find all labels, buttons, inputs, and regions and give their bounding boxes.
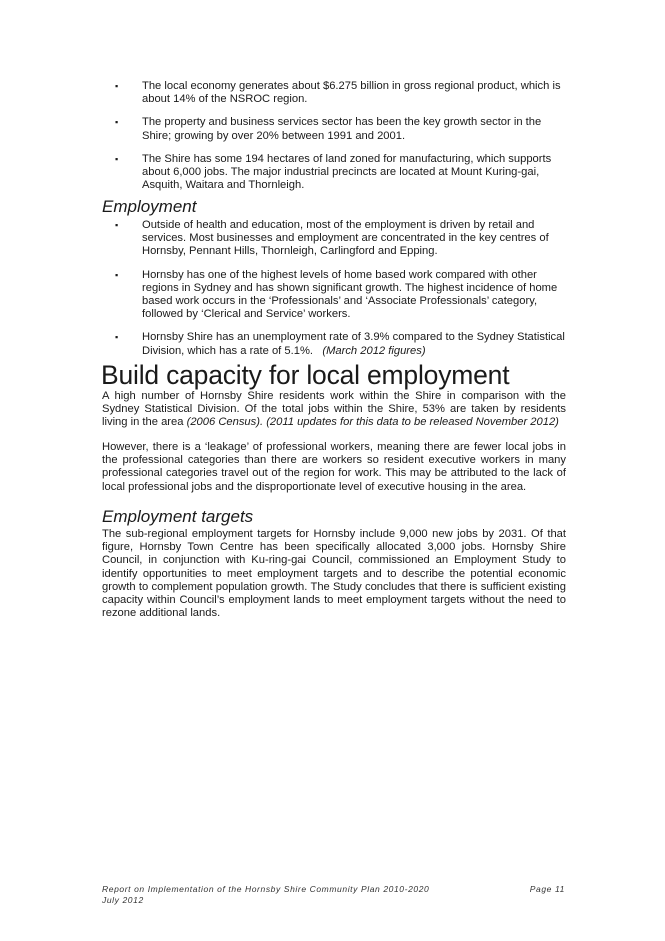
list-item: ▪ The local economy generates about $6.275 billion in gross regional product, which is about 14% of the NSROC region. (115, 80, 561, 106)
list-item (115, 331, 570, 357)
employment-bullet-list (115, 219, 570, 368)
bullet-icon: ▪ (115, 117, 119, 128)
list-item: ▪ The Shire has some 194 hectares of land zoned for manufacturing, which supports about 6,000 jobs. The major industrial precincts are located at Mount Kuring-gai, Asquith, Waitara and Thornleigh. (115, 152, 552, 192)
census-note: (2006 Census). (2011 updates for this data to be released November 2012) (186, 416, 559, 429)
page-number: Page 11 (529, 884, 565, 894)
page-title: Build capacity for local employment (101, 360, 510, 390)
bullet-icon: ▪ (115, 332, 119, 343)
bullet-icon: ▪ (115, 81, 119, 91)
targets-paragraph: The sub-regional employment targets for Hornsby include 9,000 new jobs by 2031. Of that figure, Hornsby Town Centre has been specifically allocated 3,000 jobs. Hornsby Shire Council, in conjunction with Ku-ring-gai Council, commissioned an Employment Study to identify opportunities to meet employment targets and to describe the potential economic growth to complement population growth. The Study concludes that there is sufficient existing capacity within Council’s employment lands to meet employment targets without the need to rezone additional lands. (102, 528, 566, 620)
leakage-paragraph: However, there is a ‘leakage’ of professional workers, meaning there are fewer local jobs in the professional categories than there are workers so resident executive workers in many professional categories travel out of the region for work. This may be attributed to the lack of local professional jobs and the disproportionate level of executive housing in the area. (102, 441, 566, 493)
list-item: ▪ The property and business services sector has been the key growth sector in the Shire; growing by over 20% between 1991 and 2001. (115, 116, 542, 142)
bullet-icon: ▪ (115, 269, 119, 280)
bullet-icon: ▪ (115, 220, 119, 230)
economy-bullet-list (115, 80, 570, 192)
footer-report-title: Report on Implementation of the Hornsby Shire Community Plan 2010-2020 (102, 884, 430, 894)
bullet-icon: ▪ (115, 153, 119, 164)
footer-date: July 2012 (102, 895, 144, 905)
list-item: ▪ Hornsby has one of the highest levels of home based work compared with other regions in Sydney and has shown significant growth. The highest incidence of home based work occurs in the ‘Professionals’ and ‘Associate Professionals’ category, followed by ‘Clerical and Service’ workers. (115, 268, 558, 321)
figures-note: (March 2012 figures) (322, 344, 426, 357)
employment-targets-heading: Employment targets (102, 507, 254, 526)
residents-paragraph: A high number of Hornsby Shire residents work within the Shire in comparison with the Sydney Statistical Division. Of the total jobs within the Shire, 53% are taken by residents living in the area (2006 Census). (2011 updates for this data to be released November 2012) (102, 390, 566, 429)
unemployment-bullet: Hornsby Shire has an unemployment rate of 3.9% compared to the Sydney Statistical Division, which has a rate of 5.1%. (March 2012 figures) (142, 331, 565, 357)
list-item: ▪ Outside of health and education, most of the employment is driven by retail and services. Most businesses and employment are concentrated in the key centres of Hornsby, Pennant Hills, Thornleigh, Carlingford and Epping. (115, 219, 549, 258)
employment-heading: Employment (102, 197, 197, 216)
page-footer (102, 884, 565, 906)
